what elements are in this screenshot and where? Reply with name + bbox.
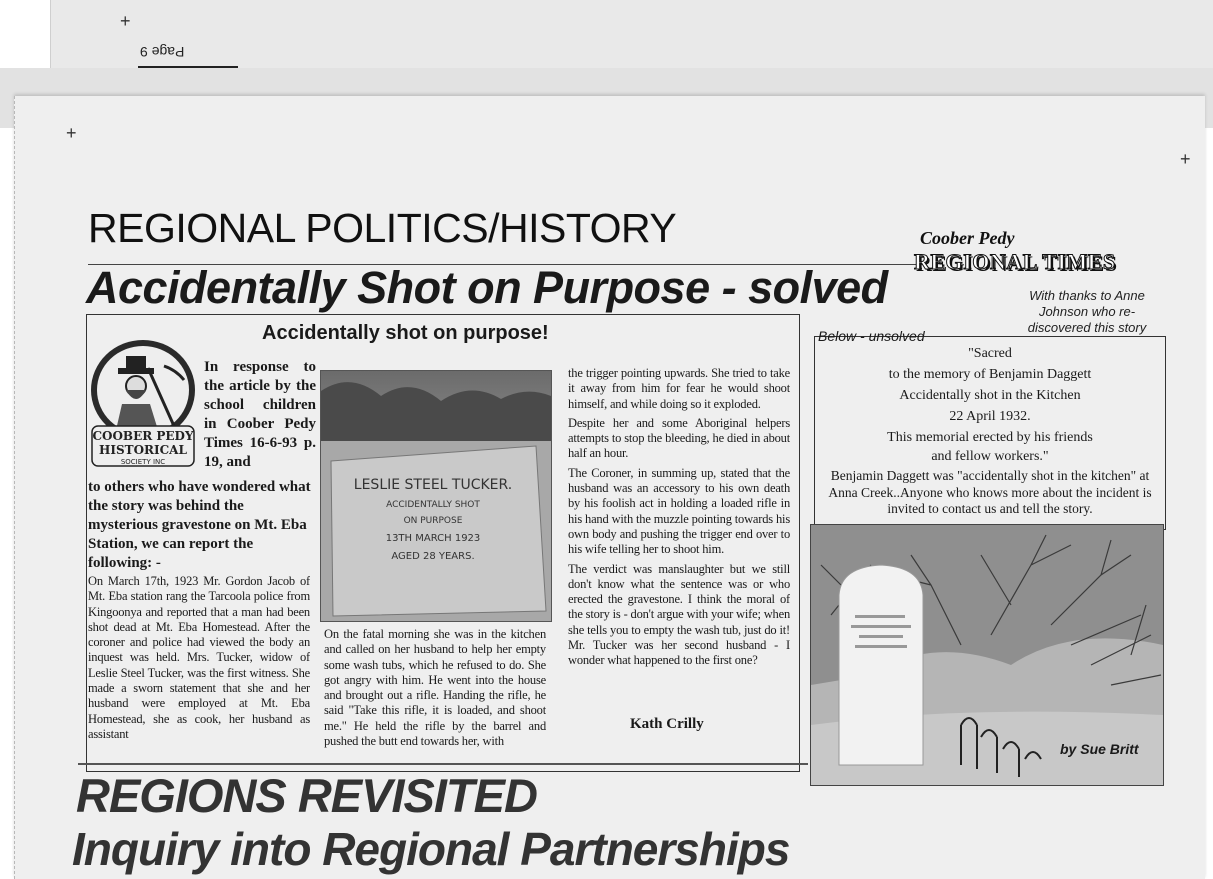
article-column-1: On March 17th, 1923 Mr. Gordon Jacob of Mt. Eba station rang the Tarcoola police from Kingoonya and reported that a man had been shot dead at Mt. Eba Homestead. After the coroner and police had viewed the body an inquest was held. Mrs. Tucker, widow of Leslie Steel Tucker, was the first witness. She made a sworn statement that she and her husband were employed at Mt. Eba Homestead, she as cook, her husband as assistant [88,574,310,741]
bottom-rule [78,763,808,765]
show-through-text [720,186,733,231]
article-paragraph: the trigger pointing upwards. She tried to take it away from him for fear he would shoot himself, and while doing so it exploded. [568,366,790,411]
article-column-2: On the fatal morning she was in the kitchen and called on her husband to help her empty some wash tubs, which he refused to do. She got angry with him. He went into the house and brought out a rifle. Handing the rifle, he said "Take this rifle, it is loaded, and shoot me." He held the rifle by the barrel and pushed the butt end towards her, with [324,627,546,749]
section-title: REGIONAL POLITICS/HISTORY [88,205,677,251]
registration-mark: + [1180,149,1191,169]
regions-revisited-title: REGIONS REVISITED [76,769,537,822]
article-subhead: Accidentally shot on purpose! [262,322,549,344]
logo-text-line3: SOCIETY INC [120,458,166,466]
headline: Accidentally Shot on Purpose - solved [86,262,888,313]
article-paragraph: The Coroner, in summing up, stated that the husband was an accessory to his own death by his foolish act in holding a loaded rifle in his hand with the muzzle pointing towards his own body and pushing the trigger end over to his wife telling her to shoot him. [568,465,790,557]
article-paragraph: Despite her and some Aboriginal helpers attempts to stop the bleeding, he died in about half an hour. [568,415,790,461]
article-intro: In response to the article by the school children in Coober Pedy Times 16-6-93 p. 19, and [204,359,316,470]
gravestone-line3: ON PURPOSE [403,516,463,526]
memorial-line: to the memory of Benjamin Daggett [888,367,1092,382]
thanks-note: With thanks to Anne Johnson who re-discovered this story [1027,288,1147,335]
unsolved-note: Benjamin Daggett was "accidentally shot in the kitchen" at Anna Creek..Anyone who knows more about the incident is invited to contact us and tell the story. [828,468,1152,516]
logo-text-line2: HISTORICAL [99,443,187,457]
memorial-line: and fellow workers." [931,449,1049,464]
registration-mark: + [66,123,77,143]
historical-society-logo [88,338,198,468]
gravestone-photo [320,370,552,622]
gravestone-line1: LESLIE STEEL TUCKER. [353,477,513,493]
gravestone-line5: AGED 28 YEARS. [391,551,475,562]
memorial-line: "Sacred [968,346,1012,361]
gravestone-line2: ACCIDENTALLY SHOT [386,500,480,510]
memorial-inscription [840,344,1140,468]
article-intro-continued: to others who have wondered what the story was behind the mysterious gravestone on Mt. Eba Station, we can report the following: - [88,479,311,571]
sidebar-label: Below - unsolved [818,328,925,344]
masthead-line1: Coober Pedy [920,228,1015,248]
regions-revisited-subtitle: Inquiry into Regional Partnerships [72,823,790,875]
page-number: Page 9 [140,44,185,60]
photo-credit: by Sue Britt [1060,741,1139,757]
article-byline: Kath Crilly [630,716,704,732]
masthead [914,228,1164,275]
article-column-3 [568,366,790,726]
article-paragraph: The verdict was manslaughter but we still don't know what the sentence was or who erected the gravestone. I think the moral of the story is - don't argue with your wife; when she tells you to empty the wash tub, just do it! Mr. Tucker was her second husband - I wonder what happened to the first one? [568,561,790,668]
memorial-line: 22 April 1932. [949,409,1031,424]
memorial-line: This memorial erected by his friends [887,430,1093,445]
gravestone-line4: 13TH MARCH 1923 [385,533,481,544]
registration-mark: + [120,11,131,31]
logo-text-line1: COOBER PEDY [92,429,194,443]
memorial-line: Accidentally shot in the Kitchen [899,388,1081,403]
masthead-line2: REGIONAL TIMES [914,249,1116,274]
